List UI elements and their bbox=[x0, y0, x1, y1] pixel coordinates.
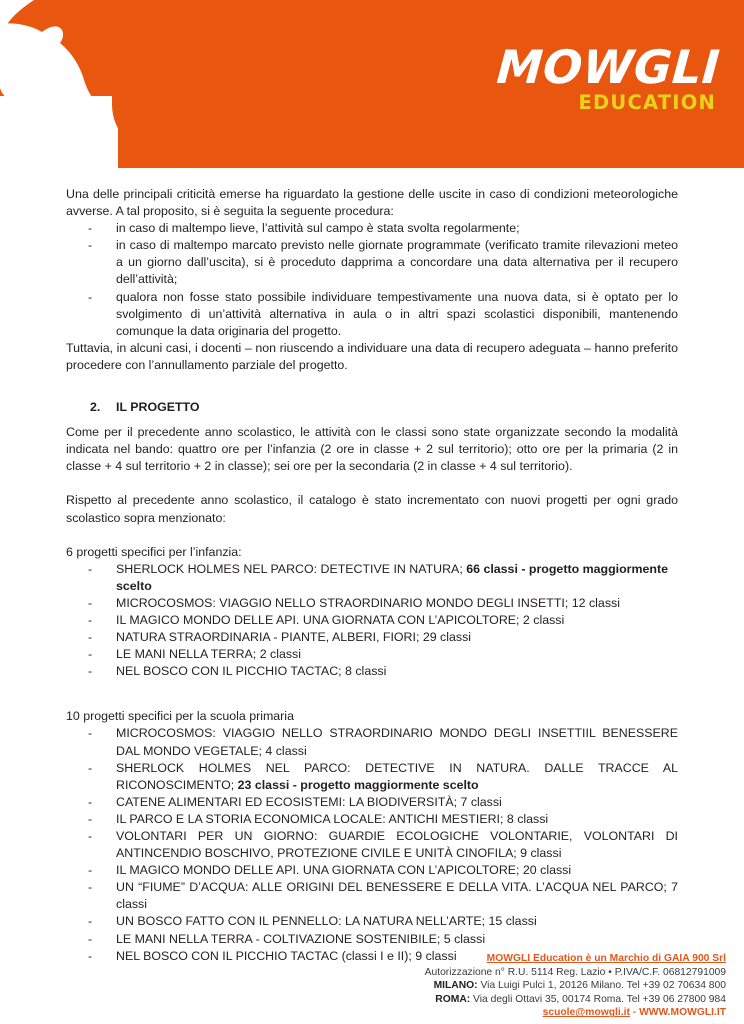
project-title: IL PARCO E LA STORIA ECONOMICA LOCALE: ANTICHI MESTIERI; 8 classi bbox=[116, 811, 549, 826]
project-title: NATURA STRAORDINARIA - PIANTE, ALBERI, FIORI; 29 classi bbox=[116, 630, 472, 645]
spacer bbox=[66, 680, 678, 700]
spacer bbox=[66, 391, 678, 399]
list-item: - in caso di maltempo lieve, l’attività sul campo è stata svolta regolarmente; bbox=[66, 220, 678, 237]
brand-logo bbox=[495, 40, 722, 114]
primaria-heading: 10 progetti specifici per la scuola primaria bbox=[66, 709, 294, 724]
brand-name: MOWGLI bbox=[495, 40, 722, 94]
list-item: - in caso di maltempo marcato previsto nelle giornate programmate (verificato tramite rilevazioni meteo a un giorno dall’uscita), si è proceduto dapprima a concordare una data alternativa per il recupero dell’attività; bbox=[66, 237, 678, 288]
intro-paragraph-1: Una delle principali criticità emerse ha riguardato la gestione delle uscite in caso di condizioni meteorologiche avverse. A tal proposito, si è seguita la seguente procedura: bbox=[66, 187, 678, 219]
spacer bbox=[66, 527, 678, 544]
project-title: SHERLOCK HOLMES NEL PARCO: DETECTIVE IN NATURA. DALLE TRACCE AL RICONOSCIMENTO; bbox=[116, 760, 678, 792]
footer-email-link[interactable]: scuole@mowgli.it bbox=[542, 1007, 630, 1019]
list-item bbox=[66, 663, 678, 680]
footer-website-link[interactable]: WWW.MOWGLI.IT bbox=[639, 1007, 726, 1019]
list-item bbox=[66, 862, 678, 879]
project-title: UN “FIUME” D’ACQUA: ALLE ORIGINI DEL BENESSERE E DELLA VITA. L’ACQUA NEL PARCO; 7 classi bbox=[116, 880, 678, 912]
list-item bbox=[66, 794, 678, 811]
project-paragraph-1: Come per il precedente anno scolastico, le attività con le classi sono state organizzate secondo la modalità indicata nel bando: quattro ore per l’infanzia (2 ore in classe + 2 sul territorio); otto ore per la primaria (2 in classe + 4 sul territorio + 2 in classe); sei ore per la secondaria (2 in classe + 4 sul territorio). bbox=[66, 425, 678, 474]
footer-roma-address: Via degli Ottavi 35, 00174 Roma. Tel +39 06 27800 984 bbox=[470, 993, 726, 1005]
footer-roma-line bbox=[0, 993, 726, 1007]
list-item bbox=[66, 879, 678, 913]
brand-tagline: EDUCATION bbox=[578, 91, 716, 114]
project-paragraph-2: Rispetto al precedente anno scolastico, il catalogo è stato incrementato con nuovi progetti per ogni grado scolastico sopra menzionato: bbox=[66, 493, 678, 525]
project-title: MICROCOSMOS: VIAGGIO NELLO STRAORDINARIO MONDO DEGLI INSETTIIL BENESSERE DAL MONDO VEGETALE; 4 classi bbox=[116, 726, 678, 758]
section-heading bbox=[66, 399, 678, 416]
intro-paragraph-2: Tuttavia, in alcuni casi, i docenti – non riuscendo a individuare una data di recupero adeguata – hanno preferito procedere con l’annullamento parziale del progetto. bbox=[66, 340, 678, 372]
list-item bbox=[66, 913, 678, 930]
list-item bbox=[66, 811, 678, 828]
list-item bbox=[66, 828, 678, 862]
document-content bbox=[66, 168, 678, 965]
list-item: - qualora non fosse stato possibile individuare tempestivamente una nuova data, si è optato per lo svolgimento di un’attività alternativa in aula o in altri spazi scolastici disponibili, mantenendo comunque la data originaria del progetto. bbox=[66, 289, 678, 340]
document-page bbox=[0, 168, 744, 965]
list-item bbox=[66, 646, 678, 663]
list-item bbox=[66, 725, 678, 759]
infanzia-heading: 6 progetti specifici per l’infanzia: bbox=[66, 544, 242, 559]
project-highlight: 23 classi - progetto maggiormente scelto bbox=[237, 777, 479, 792]
project-title: MICROCOSMOS: VIAGGIO NELLO STRAORDINARIO MONDO DEGLI INSETTI; 12 classi bbox=[116, 595, 620, 610]
project-title: NEL BOSCO CON IL PICCHIO TACTAC (classi I e II); 9 classi bbox=[116, 948, 457, 963]
spacer bbox=[66, 700, 678, 708]
project-title: SHERLOCK HOLMES NEL PARCO: DETECTIVE IN NATURA; bbox=[116, 561, 467, 576]
project-title: NEL BOSCO CON IL PICCHIO TACTAC; 8 classi bbox=[116, 664, 387, 679]
project-title: IL MAGICO MONDO DELLE API. UNA GIORNATA CON L’APICOLTORE; 2 classi bbox=[116, 612, 565, 627]
page-header bbox=[0, 0, 744, 168]
section-title: IL PROGETTO bbox=[116, 400, 200, 415]
list-item bbox=[66, 760, 678, 794]
footer-milano-address: Via Luigi Pulci 1, 20126 Milano. Tel +39 02 70634 800 bbox=[477, 980, 726, 992]
footer-authorization-line: Autorizzazione n° R.U. 5114 Reg. Lazio • P.IVA/C.F. 06812791009 bbox=[424, 966, 726, 978]
infanzia-project-list bbox=[66, 561, 678, 681]
footer-separator: - bbox=[629, 1007, 640, 1019]
footer-milano-line bbox=[0, 979, 726, 993]
list-item bbox=[66, 931, 678, 948]
list-item bbox=[66, 612, 678, 629]
spacer bbox=[66, 416, 678, 424]
section-number: 2. bbox=[90, 400, 101, 415]
list-item bbox=[66, 595, 678, 612]
list-item bbox=[66, 629, 678, 646]
project-title: VOLONTARI PER UN GIORNO: GUARDIE ECOLOGICHE VOLONTARIE, VOLONTARI DI ANTINCENDIO BOSCHIVO, PROTEZIONE CIVILE E UNITÀ CINOFILA; 9 classi bbox=[116, 829, 678, 861]
project-title: LE MANI NELLA TERRA; 2 classi bbox=[116, 647, 302, 662]
project-title: LE MANI NELLA TERRA - COLTIVAZIONE SOSTENIBILE; 5 classi bbox=[116, 931, 486, 946]
footer-contact-line bbox=[0, 1006, 726, 1020]
page-footer bbox=[0, 952, 744, 1020]
spacer bbox=[66, 475, 678, 492]
project-title: CATENE ALIMENTARI ED ECOSISTEMI: LA BIODIVERSITÀ; 7 classi bbox=[116, 794, 502, 809]
project-title: IL MAGICO MONDO DELLE API. UNA GIORNATA CON L’APICOLTORE; 20 classi bbox=[116, 863, 572, 878]
primaria-project-list bbox=[66, 725, 678, 964]
footer-milano-label: MILANO: bbox=[433, 980, 478, 992]
project-highlight: 66 classi - progetto maggiormente scelto bbox=[116, 561, 668, 593]
list-item bbox=[66, 561, 678, 595]
spacer bbox=[66, 374, 678, 391]
footer-roma-label: ROMA: bbox=[435, 993, 471, 1005]
procedure-list bbox=[66, 220, 678, 340]
footer-brand-line: MOWGLI Education è un Marchio di GAIA 900 Srl bbox=[486, 953, 726, 965]
project-title: UN BOSCO FATTO CON IL PENNELLO: LA NATURA NELL’ARTE; 15 classi bbox=[116, 914, 537, 929]
